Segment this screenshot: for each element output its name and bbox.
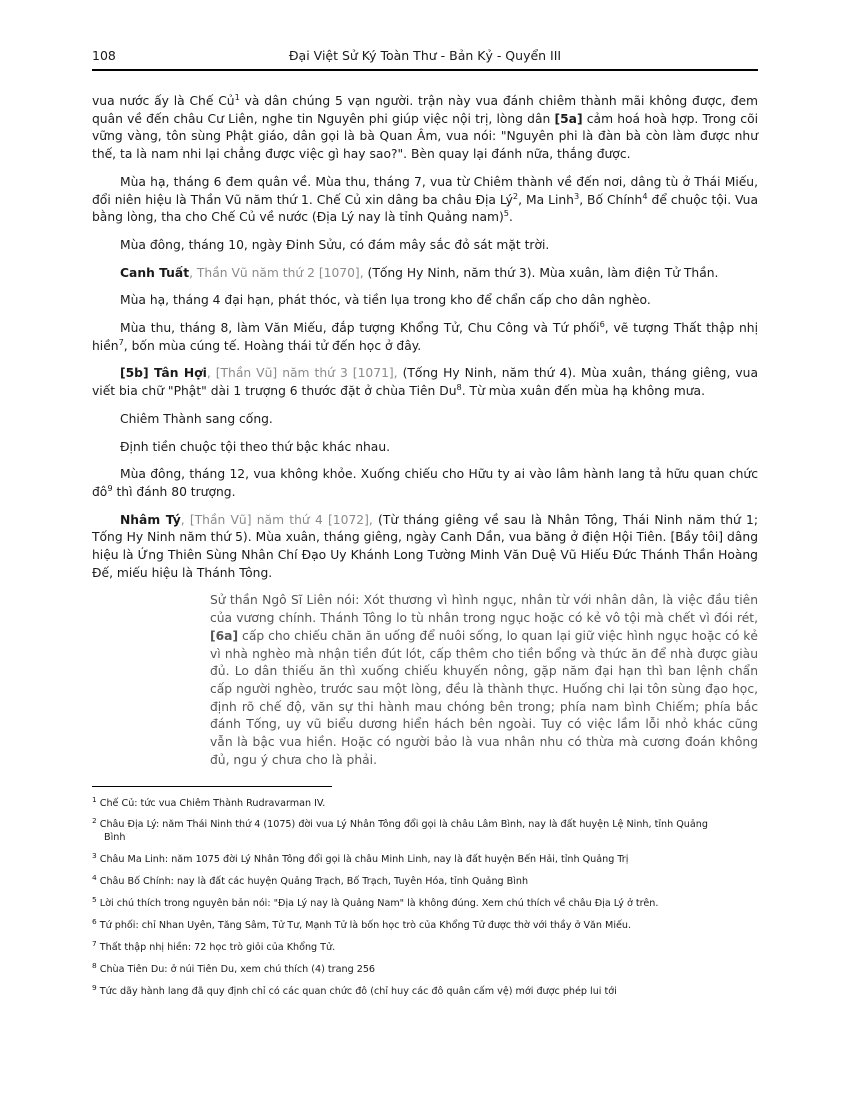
footnote-ref: 2 xyxy=(512,190,519,201)
text-run: (Tống Hy Ninh, năm thứ 4). Mùa xuân, tháng giêng, vua viết bia chữ "Phật" dài 1 trượng 6 thước đặt ở chùa Tiên Du xyxy=(92,366,759,399)
text-run: cấp cho chiếu chăn ăn uống để nuôi sống, lo quan lại giữ việc hình ngục hoặc có kẻ vì nhà nghèo mà nhận tiền đút lót, cấp thêm cho tiền bổng và thức ăn để nhà được giàu đủ. Lo dân thiếu ăn thì xuống chiếu khuyến nông, gặp năm đại hạn thì ban lệnh chẩn cấp người nghèo, trước sau một lòng, đều là thành thực. Huống chi lại tôn sùng đạo học, định rõ chế độ, văn sự thi hành mau chóng bên trong; phía nam bình Chiếm; phía bắc đánh Tống, uy vũ biểu dương hiển hách bên ngoài. Tuy có việc lầm lỗi nhỏ khác cũng vẫn là bậc vua hiền. Hoặc có người bảo là vua nhân nhu có thừa mà cương đoán không đủ, ngu ý chưa cho là phải. xyxy=(210,628,758,767)
text-run: Mùa hạ, tháng 6 đem quân về. Mùa thu, tháng 7, vua từ Chiêm thành về đến nơi, dâng tù ở Thái Miếu, đổi niên hiệu là Thần Vũ năm thứ 1. Chế Củ xin dâng ba châu Địa Lý xyxy=(92,174,758,207)
footnote-text: Chế Củ: tức vua Chiêm Thành Rudravarman IV. xyxy=(99,797,326,809)
body-text xyxy=(92,93,758,770)
paragraph-9: Định tiền chuộc tội theo thứ bậc khác nhau. xyxy=(120,439,391,454)
text-run: , Ma Linh xyxy=(518,192,574,207)
footnote-text: Thất thập nhị hiền: 72 học trò giỏi của Khổng Tử. xyxy=(99,942,336,954)
paragraph-11 xyxy=(92,512,758,583)
paragraph-2 xyxy=(92,174,758,227)
paragraph-5: Mùa hạ, tháng 4 đại hạn, phát thóc, và tiền lụa trong kho để chẩn cấp cho dân nghèo. xyxy=(120,293,651,308)
footnote-item xyxy=(92,873,758,889)
footnote-text-continued: Bình xyxy=(104,832,126,844)
paragraph-10 xyxy=(92,466,758,501)
text-run: . Từ mùa xuân đến mùa hạ không mưa. xyxy=(461,384,705,399)
text-run: . xyxy=(508,210,513,225)
paragraph-3: Mùa đông, tháng 10, ngày Đinh Sửu, có đám mây sắc đỏ sát mặt trời. xyxy=(120,237,550,252)
paragraph-1 xyxy=(92,93,758,164)
footnote-text: Châu Ma Linh: năm 1075 đời Lý Nhân Tông đổi gọi là châu Minh Linh, nay là đất huyện Bến Hải, tỉnh Quảng Trị xyxy=(99,854,629,866)
page-header xyxy=(92,48,758,69)
footnote-item xyxy=(92,851,758,867)
text-run: cảm hoá hoà hợp. Trong cõi vững vàng, tôn sùng Phật giáo, dân gọi là bà Quan Âm, vua nói: "Nguyên phi là đàn bà còn làm được như thế, ta là nam nhi lại chẳng được việc gì hay sao?". Bèn quay lại đánh nữa, thắng được. xyxy=(92,111,759,162)
year-heading: Nhâm Tý xyxy=(120,512,181,527)
folio-marker: [6a] xyxy=(210,628,239,643)
paragraph-8: Chiêm Thành sang cống. xyxy=(120,411,273,426)
header-divider xyxy=(92,69,758,71)
folio-marker: [5a] xyxy=(554,111,583,126)
footnote-item xyxy=(92,960,758,977)
page-number: 108 xyxy=(92,48,116,63)
footnote-ref: 6 xyxy=(599,318,605,329)
footnote-divider xyxy=(92,786,332,787)
text-run: Sử thần Ngô Sĩ Liên nói: Xót thương vì hình ngục, nhân từ với nhân dân, là việc đầu tiên của vương chính. Thánh Tông lo tù nhân trong ngục hoặc có kẻ vô tội mà chết vì đói rét, xyxy=(210,593,758,626)
footnote-ref: 4 xyxy=(642,190,648,201)
footnote-ref: 8 xyxy=(456,382,462,393)
footnote-text: Chùa Tiên Du: ở núi Tiên Du, xem chú thích (4) trang 256 xyxy=(99,964,376,975)
footnote-number: 2 xyxy=(92,816,97,826)
footnote-number: 3 xyxy=(92,851,97,861)
running-title: Đại Việt Sử Ký Toàn Thư - Bản Kỷ - Quyển III xyxy=(288,48,562,63)
text-run: vua nước ấy là Chế Củ xyxy=(92,94,235,108)
footnote-ref: 1 xyxy=(234,91,240,102)
paragraph-7 xyxy=(92,365,758,400)
year-heading: Canh Tuất xyxy=(120,265,190,280)
footnote-text: Lời chú thích trong nguyên bản nói: "Địa Lý nay là Quảng Nam" là không đúng. Xem chú thích về châu Địa Lý ở trên. xyxy=(99,898,659,910)
text-run: thì đánh 80 trượng. xyxy=(112,484,236,499)
footnote-number: 8 xyxy=(92,960,97,970)
folio-marker: [5b] xyxy=(120,366,149,381)
footnote-text: Châu Địa Lý: năm Thái Ninh thứ 4 (1075) đời vua Lý Nhân Tông đổi gọi là châu Lâm Bình, nay là đất huyện Lệ Ninh, tỉnh Quảng xyxy=(99,819,708,831)
footnote-number: 5 xyxy=(92,895,97,904)
footnote-ref: 7 xyxy=(118,336,124,347)
text-run: , vẽ tượng Thất thập nhị hiền xyxy=(92,321,758,353)
footnote-item xyxy=(92,794,758,811)
footnote-item xyxy=(92,938,758,955)
footnote-item xyxy=(92,816,758,845)
text-run: Mùa đông, tháng 12, vua không khỏe. Xuống chiếu cho Hữu ty ai vào lâm hành lang tả hữu quan chức đô xyxy=(92,467,758,499)
footnote-ref: 5 xyxy=(503,208,509,219)
text-run: , bốn mùa cúng tế. Hoàng thái tử đến học ở đây. xyxy=(123,338,422,353)
text-run: và dân chúng 5 vạn người. trận này vua đánh chiêm thành mãi không được, đem quân về đến châu Cư Liên, nghe tin Nguyên phi giúp việc nội trị, lòng dân xyxy=(92,94,758,126)
text-run: , Bố Chính xyxy=(579,192,643,207)
footnote-number: 7 xyxy=(92,938,97,948)
footnote-ref: 9 xyxy=(107,482,113,493)
footnote-number: 1 xyxy=(92,794,97,804)
footnote-text: Châu Bố Chính: nay là đất các huyện Quảng Trạch, Bố Trạch, Tuyên Hóa, tỉnh Quảng Bình xyxy=(99,876,529,888)
footnote-text: Tức dãy hành lang đã quy định chỉ có các quan chức đô (chỉ huy các đô quân cấm vệ) mới được phép lui tới xyxy=(99,985,617,997)
year-era-note: , Thần Vũ năm thứ 2 [1070], xyxy=(189,265,364,280)
footnote-text: Tứ phối: chỉ Nhan Uyên, Tăng Sâm, Tử Tư, Mạnh Tử là bốn học trò của Khổng Tử được thờ với thầy ở Văn Miếu. xyxy=(99,920,632,932)
footnote-item xyxy=(92,895,758,911)
footnote-item xyxy=(92,982,758,999)
text-run: (Tống Hy Ninh, năm thứ 3). Mùa xuân, làm điện Tử Thần. xyxy=(363,265,719,280)
year-era-note: , [Thần Vũ] năm thứ 3 [1071], xyxy=(206,366,398,381)
year-era-note: , [Thần Vũ] năm thứ 4 [1072], xyxy=(180,512,373,527)
footnote-item xyxy=(92,916,758,933)
footnote-number: 6 xyxy=(92,916,97,926)
footnote-list xyxy=(92,794,758,999)
text-run: Mùa thu, tháng 8, làm Văn Miếu, đắp tượng Khổng Tử, Chu Công và Tứ phối xyxy=(120,321,600,336)
text-run: để chuộc tội. Vua bằng lòng, tha cho Chế Củ về nước (Địa Lý nay là tỉnh Quảng nam) xyxy=(92,192,758,225)
paragraph-6 xyxy=(92,320,758,355)
paragraph-4 xyxy=(92,265,758,283)
year-heading: Tân Hợi xyxy=(148,366,207,381)
text-run: (Từ tháng giêng về sau là Nhân Tông, Thái Ninh năm thứ 1; Tống Hy Ninh năm thứ 5). Mùa xuân, tháng giêng, ngày Canh Dần, vua băng ở điện Hội Tiên. [Bầy tôi] dâng hiệu là Ứng Thiên Sùng Nhân Chí Đạo Uy Khánh Long Tường Minh Văn Duệ Vũ Hiếu Đức Thánh Thần Hoàng Đế, miếu hiệu là Thánh Tông. xyxy=(92,512,759,580)
footnote-ref: 3 xyxy=(573,190,580,201)
footnote-number: 9 xyxy=(92,982,97,992)
commentary-block xyxy=(210,592,758,769)
footnote-number: 4 xyxy=(92,873,97,883)
